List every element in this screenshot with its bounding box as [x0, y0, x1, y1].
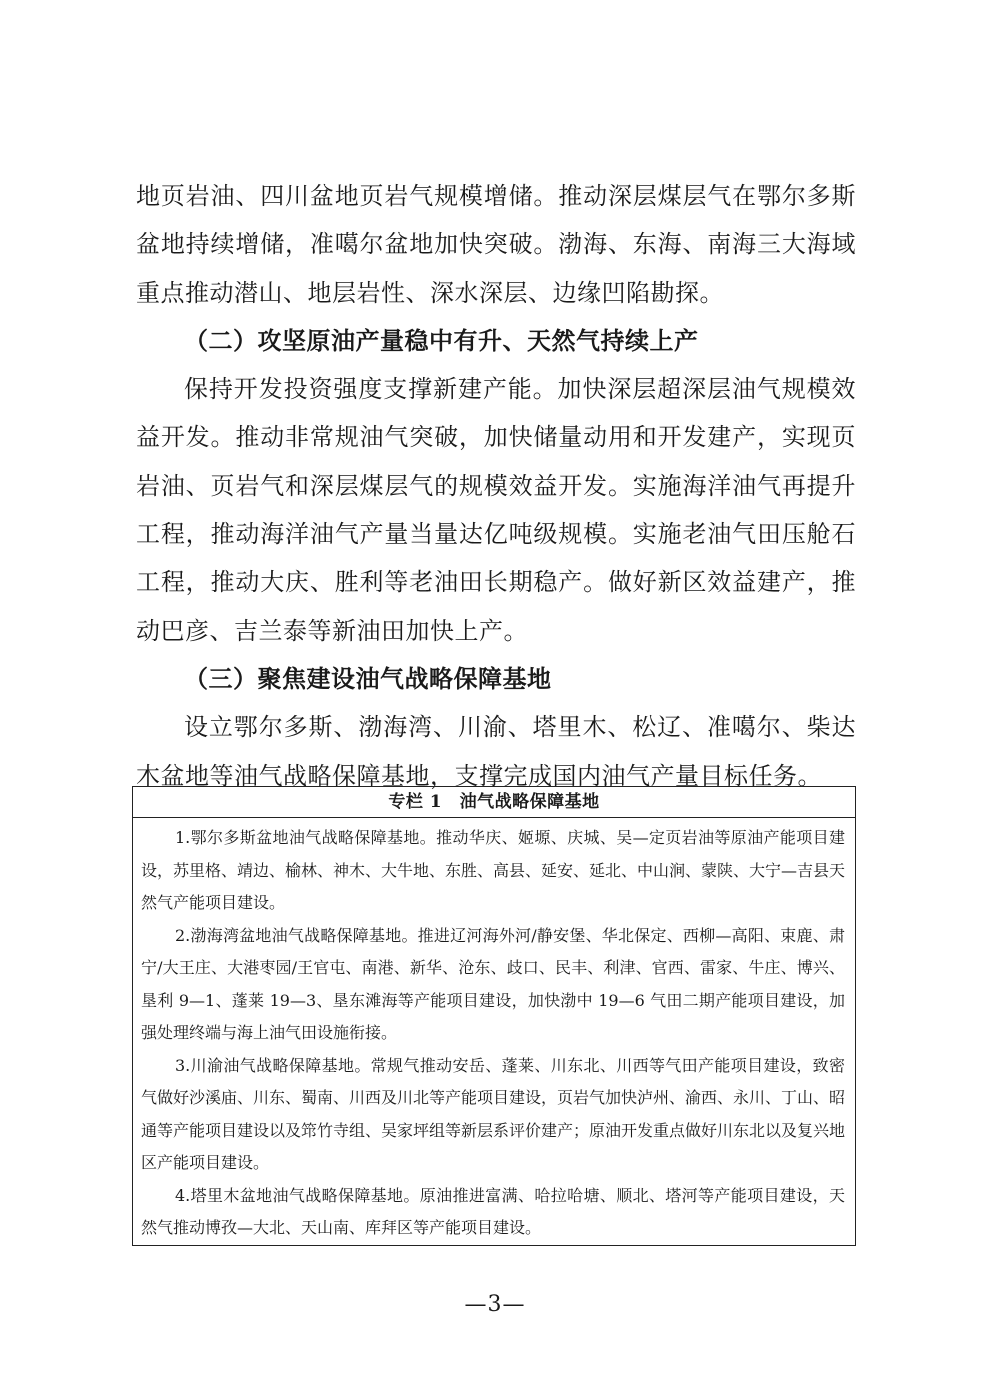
column-item: 3.川渝油气战略保障基地。常规气推动安岳、蓬莱、川东北、川西等气田产能项目建设，致密气做好沙溪庙、川东、蜀南、川西及川北等产能项目建设，页岩气加快泸州、渝西、永川、丁山、昭通等产能项目建设以及筇竹寺组、吴家坪组等新层系评价建产；原油开发重点做好川东北以及复兴地区产能项目建设。 — [141, 1055, 846, 1172]
section-heading-2: （二）攻坚原油产量稳中有升、天然气持续上产 — [184, 326, 699, 355]
column-box-title: 专栏 1 油气战略保障基地 — [133, 787, 855, 818]
column-box — [132, 786, 856, 1246]
paragraph-continuation: 地页岩油、四川盆地页岩气规模增储。推动深层煤层气在鄂尔多斯盆地持续增储，准噶尔盆地加快突破。渤海、东海、南海三大海域重点推动潜山、地层岩性、深水深层、边缘凹陷勘探。 — [136, 182, 856, 307]
section-heading-3: （三）聚焦建设油气战略保障基地 — [184, 664, 552, 693]
paragraph-2: 保持开发投资强度支撑新建产能。加快深层超深层油气规模效益开发。推动非常规油气突破，加快储量动用和开发建产，实现页岩油、页岩气和深层煤层气的规模效益开发。实施海洋油气再提升工程，推动海洋油气产量当量达亿吨级规模。实施老油气田压舱石工程，推动大庆、胜利等老油田长期稳产。做好新区效益建产，推动巴彦、吉兰泰等新油田加快上产。 — [136, 375, 856, 645]
column-item: 4.塔里木盆地油气战略保障基地。原油推进富满、哈拉哈塘、顺北、塔河等产能项目建设，天然气推动博孜—大北、天山南、库拜区等产能项目建设。 — [141, 1185, 845, 1237]
column-item: 1.鄂尔多斯盆地油气战略保障基地。推动华庆、姬塬、庆城、吴—定页岩油等原油产能项目建设，苏里格、靖边、榆林、神木、大牛地、东胜、高县、延安、延北、中山涧、蒙陕、大宁—吉县天然气产能项目建设。 — [141, 828, 846, 912]
body-text — [136, 172, 856, 800]
paragraph-3: 设立鄂尔多斯、渤海湾、川渝、塔里木、松辽、准噶尔、柴达木盆地等油气战略保障基地，支撑完成国内油气产量目标任务。 — [136, 713, 856, 790]
page-number: —3— — [464, 1292, 526, 1317]
column-item: 2.渤海湾盆地油气战略保障基地。推进辽河海外河/静安堡、华北保定、西柳—高阳、束鹿、肃宁/大王庄、大港枣园/王官屯、南港、新华、沧东、歧口、民丰、利津、官西、雷家、牛庄、博兴、垦利 9—1、蓬莱 19—3、垦东滩海等产能项目建设，加快渤中 19—6 气田二期产能项目建设，加强处理终端与海上油气田设施衔接。 — [141, 925, 845, 1042]
column-box-body — [133, 818, 855, 1245]
